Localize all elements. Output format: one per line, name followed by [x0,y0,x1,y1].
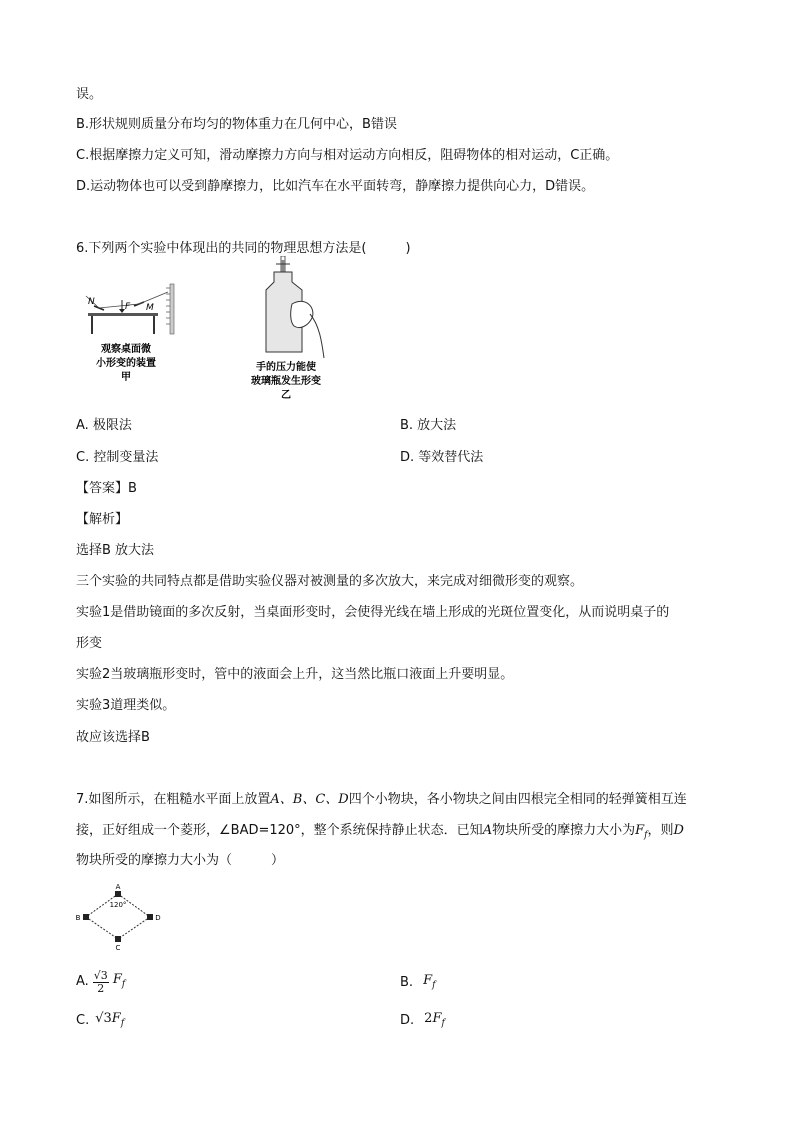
figure-caption-left-2: 小形变的装置 [96,358,156,369]
q7-stem-line2-d: D [673,823,684,838]
figure-rhombus-springs [74,882,164,952]
rhombus-label-a: A [115,883,121,891]
q6-analysis-heading: 【解析】 [76,512,129,527]
q5-option-d-explanation: D.运动物体也可以受到静摩擦力，比如汽车在水平面转弯，静摩擦力提供向心力，D错误。 [76,179,595,194]
q7-option-b-sub: f [432,980,436,991]
q7-stem-line2-text: 接，正好组成一个菱形，∠BAD=120°，整个系统保持静止状态．已知 [76,823,483,838]
q7-option-a-sub: f [121,979,126,990]
q7-stem-line-2 [76,822,684,845]
rhombus-angle: 120° [109,901,127,909]
q7-option-a-denominator: 2 [97,981,105,995]
q7-stem-line2-mid: 物块所受的摩擦力大小为 [492,823,636,838]
q5-option-b-explanation: B.形状规则质量分布均匀的物体重力在几何中心，B错误 [76,117,397,132]
q7-stem-line2-end: ，则 [647,823,674,838]
q7-option-a-prefix: A. [76,974,89,989]
q6-option-c: C. 控制变量法 [76,450,159,465]
figure-label-f: F [125,302,131,312]
q6-analysis-line-3: 实验1是借助镜面的多次反射，当桌面形变时，会使得光线在墙上形成的光斑位置变化，从而说明桌子的 [76,605,670,620]
q7-option-c-prefix: C. [76,1013,90,1029]
q7-option-d-coef: 2 [424,1011,433,1026]
q7-stem-letters: A、B、C、D [270,792,349,807]
q5-continuation: 误。 [76,87,103,102]
q7-option-c-var: F [111,1011,121,1026]
q7-stem-line-1 [76,791,687,809]
q6-stem: 6.下列两个实验中体现出的共同的物理思想方法是( ) [76,241,411,256]
q6-option-d: D. 等效替代法 [400,450,484,465]
q7-stem-line2-ff: F [635,823,645,838]
figure-caption-right-2: 玻璃瓶发生形变 [251,376,321,387]
q7-stem-post: 四个小物块，各小物块之间由四根完全相同的轻弹簧相互连 [348,792,687,807]
rhombus-label-b: B [75,914,81,922]
q7-option-a-numerator: √3 [93,968,108,982]
q7-stem-pre: 7.如图所示，在粗糙水平面上放置 [76,792,271,807]
q7-option-b-prefix: B. [400,975,414,991]
q7-option-b-var: F [423,973,433,988]
figure-label-n: N [88,297,95,307]
q7-stem-line-3: 物块所受的摩擦力大小为（ ） [76,853,285,868]
q6-option-a: A. 极限法 [76,418,132,433]
q7-stem-line2-a: A [482,823,493,838]
q7-option-d-var: F [432,1011,442,1026]
q5-option-c-explanation: C.根据摩擦力定义可知，滑动摩擦力方向与相对运动方向相反，阻碍物体的相对运动，C正确。 [76,148,619,163]
q6-analysis-line-4: 形变 [76,636,103,651]
figure-caption-left-3: 甲 [121,372,131,383]
q6-analysis-line-1: 选择B 放大法 [76,543,155,558]
q7-option-b [400,972,435,995]
q7-option-c [76,1010,124,1033]
figure-caption-right-3: 乙 [281,390,291,401]
q6-analysis-line-6: 实验3道理类似。 [76,698,176,713]
q6-analysis-line-7: 故应该选择B [76,730,150,745]
q7-stem-line2-ff-sub: f [644,830,648,841]
q6-analysis-line-2: 三个实验的共同特点都是借助实验仪器对被测量的多次放大，来完成对细微形变的观察。 [76,574,584,589]
figure-caption-right-1: 手的压力能使 [256,362,316,373]
q7-option-d [400,1010,445,1033]
rhombus-label-c: C [115,944,121,952]
q7-option-a-fraction [93,970,109,995]
q7-option-a [76,964,125,1000]
figure-caption-left-1: 观察桌面微 [101,344,151,355]
q6-answer: 【答案】B [76,481,137,496]
q6-option-b: B. 放大法 [400,418,457,433]
q7-option-d-sub: f [441,1018,445,1029]
q7-option-a-var: F [112,971,122,987]
figure-bottle-deformation [244,256,344,402]
q7-option-c-sub: f [120,1018,125,1029]
figure-desk-deformation [84,282,184,402]
rhombus-label-d: D [155,914,161,922]
q6-analysis-line-5: 实验2当玻璃瓶形变时，管中的液面会上升，这当然比瓶口液面上升要明显。 [76,667,514,682]
q7-option-d-prefix: D. [400,1013,415,1029]
figure-label-m: M [146,303,154,313]
q7-option-c-coef: √3 [95,1011,112,1026]
